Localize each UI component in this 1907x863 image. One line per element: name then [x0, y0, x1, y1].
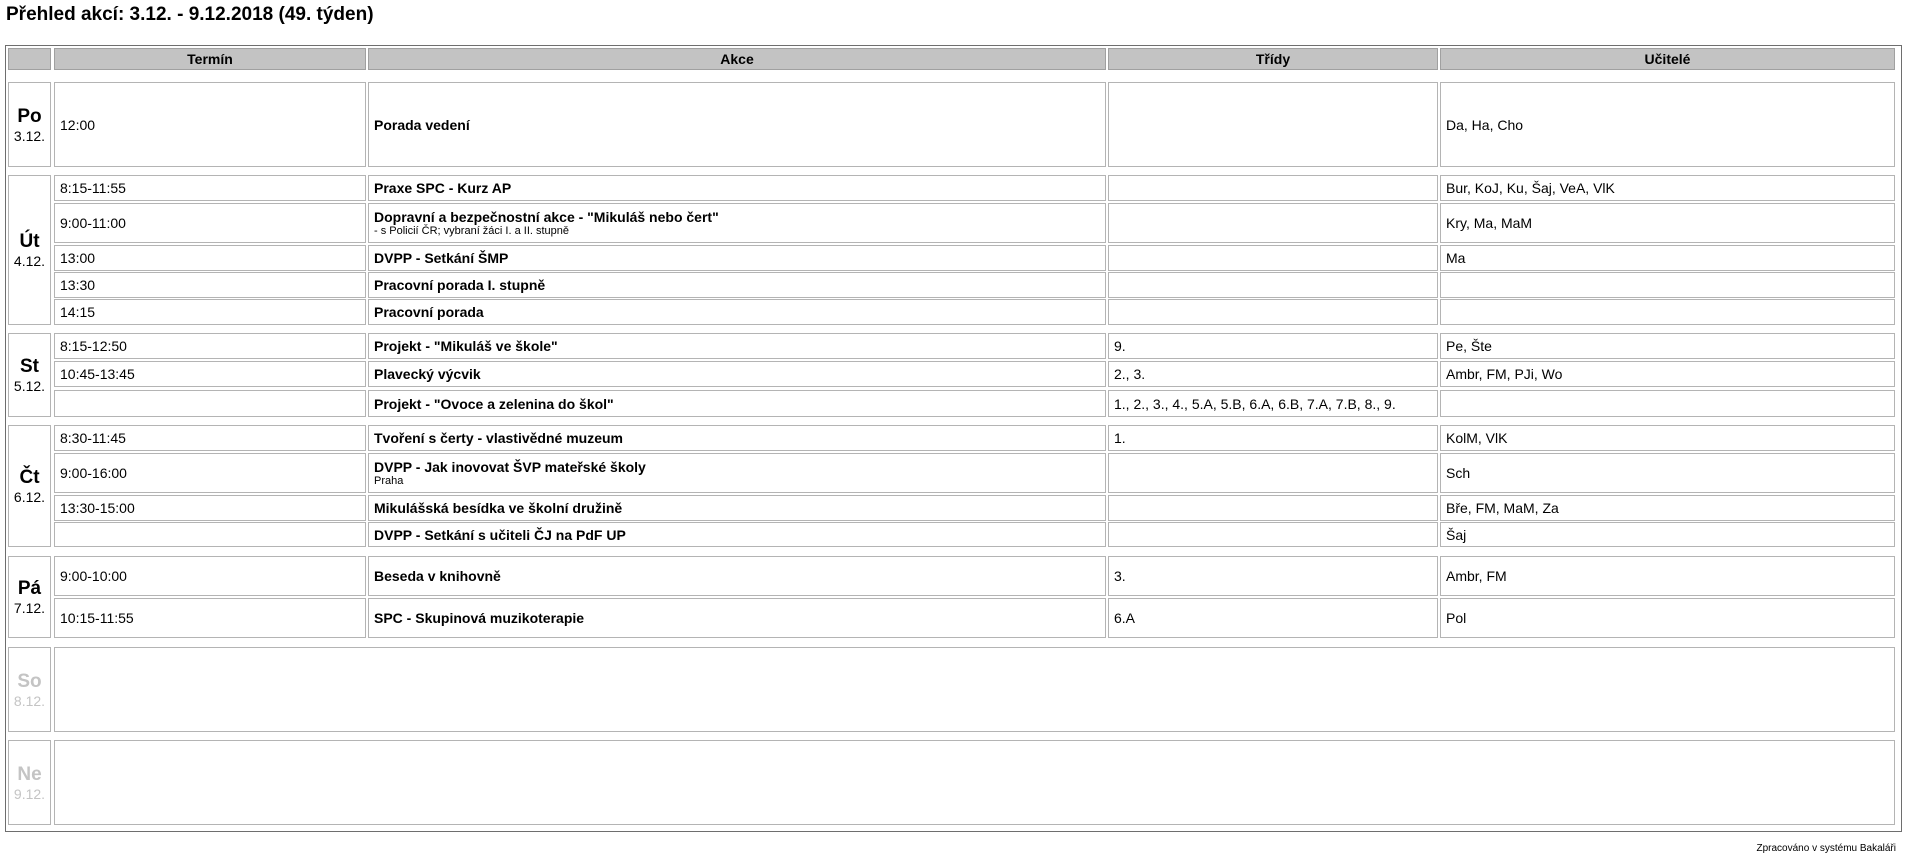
footer-credit: Zpracováno v systému Bakaláři: [1756, 843, 1896, 854]
event-time-text: 8:15-11:55: [60, 180, 126, 196]
event-title-text: Praxe SPC - Kurz AP: [374, 180, 512, 196]
event-title-text: Pracovní porada I. stupně: [374, 277, 546, 293]
event-teachers-text: Da, Ha, Cho: [1446, 116, 1524, 133]
event-time: [54, 390, 366, 417]
event-time: [54, 333, 366, 359]
event-teachers-text: Ambr, FM, PJi, Wo: [1446, 366, 1563, 382]
event-teachers: [1440, 333, 1895, 359]
event-title: [368, 390, 1106, 417]
event-teachers-text: Pol: [1446, 610, 1467, 626]
event-classes: [1108, 598, 1438, 638]
header-classes: Třídy: [1108, 48, 1438, 70]
event-time: [54, 453, 366, 493]
event-title-text: Mikulášská besídka ve školní družině: [374, 500, 623, 516]
event-time: [54, 361, 366, 387]
event-teachers-text: Kry, Ma, MaM: [1446, 215, 1533, 231]
event-time-text: 13:30-15:00: [60, 500, 135, 516]
event-classes: [1108, 333, 1438, 359]
event-title-text: Dopravní a bezpečnostní akce - "Mikuláš nebo čert": [374, 208, 719, 225]
page-title: Přehled akcí: 3.12. - 9.12.2018 (49. týden): [6, 4, 374, 25]
event-classes: [1108, 272, 1438, 298]
event-classes: [1108, 425, 1438, 451]
event-teachers-text: Bře, FM, MaM, Za: [1446, 500, 1559, 516]
event-time-text: 9:00-16:00: [60, 465, 127, 481]
day-cell: [8, 740, 51, 825]
event-teachers: [1440, 453, 1895, 493]
empty-day-row: [54, 647, 1895, 732]
event-time-text: 9:00-11:00: [60, 215, 126, 231]
event-teachers-text: Sch: [1446, 465, 1471, 481]
event-title-text: DVPP - Setkání ŠMP: [374, 250, 509, 266]
header-event: Akce: [368, 48, 1106, 70]
event-time: [54, 245, 366, 271]
event-time-text: 8:30-11:45: [60, 430, 126, 446]
event-time-text: 10:15-11:55: [60, 610, 134, 626]
event-title-text: DVPP - Setkání s učiteli ČJ na PdF UP: [374, 526, 626, 543]
day-name: Čt: [19, 467, 40, 488]
event-teachers-text: Pe, Šte: [1446, 338, 1492, 354]
day-name: Út: [19, 231, 40, 252]
event-time-text: 13:00: [60, 250, 96, 266]
event-title-text: Projekt - "Ovoce a zelenina do škol": [374, 395, 614, 412]
event-time: [54, 556, 366, 596]
event-teachers: [1440, 495, 1895, 521]
day-cell: [8, 333, 51, 417]
day-cell: [8, 175, 51, 325]
event-time-text: 12:00: [60, 116, 96, 133]
event-time-text: 10:45-13:45: [60, 366, 135, 382]
day-name: Po: [17, 105, 42, 127]
header-teachers: Učitelé: [1440, 48, 1895, 70]
event-title-text: Plavecký výcvik: [374, 366, 481, 382]
event-title: [368, 361, 1106, 387]
event-teachers-text: Bur, KoJ, Ku, Šaj, VeA, VlK: [1446, 180, 1615, 196]
event-title: [368, 245, 1106, 271]
event-classes: [1108, 245, 1438, 271]
day-date: 4.12.: [13, 253, 46, 269]
event-classes: [1108, 82, 1438, 167]
event-time: [54, 495, 366, 521]
event-title: [368, 598, 1106, 638]
event-teachers: [1440, 175, 1895, 201]
event-classes-text: 3.: [1114, 568, 1126, 584]
event-teachers-text: Ma: [1446, 250, 1466, 266]
day-name: St: [20, 356, 39, 377]
event-teachers: [1440, 299, 1895, 325]
event-title: [368, 272, 1106, 298]
event-teachers: [1440, 82, 1895, 167]
event-time: [54, 598, 366, 638]
event-teachers: [1440, 556, 1895, 596]
event-time-text: 9:00-10:00: [60, 568, 127, 584]
event-title: [368, 522, 1106, 547]
event-classes-text: 1.: [1114, 430, 1126, 446]
event-classes: [1108, 203, 1438, 243]
event-teachers: [1440, 203, 1895, 243]
event-title-text: Tvoření s čerty - vlastivědné muzeum: [374, 430, 623, 446]
event-teachers: [1440, 390, 1895, 417]
event-title-text: Beseda v knihovně: [374, 568, 501, 584]
event-title: [368, 175, 1106, 201]
event-classes-text: 1., 2., 3., 4., 5.A, 5.B, 6.A, 6.B, 7.A, 7.B, 8., 9.: [1114, 395, 1396, 412]
day-name: So: [17, 670, 42, 692]
day-cell: [8, 647, 51, 732]
event-title: [368, 556, 1106, 596]
event-time: [54, 82, 366, 167]
event-title: [368, 82, 1106, 167]
event-time-text: 13:30: [60, 277, 96, 293]
event-teachers-text: Šaj: [1446, 526, 1467, 543]
header-time: Termín: [54, 48, 366, 70]
day-cell: [8, 82, 51, 167]
event-classes: [1108, 556, 1438, 596]
day-date: 5.12.: [13, 378, 46, 394]
event-time: [54, 175, 366, 201]
event-teachers: [1440, 425, 1895, 451]
event-classes: [1108, 522, 1438, 547]
event-title-text: Porada vedení: [374, 116, 470, 133]
event-title: [368, 425, 1106, 451]
header-day-corner: [8, 48, 51, 70]
event-title-text: SPC - Skupinová muzikoterapie: [374, 610, 585, 626]
event-time-text: 8:15-12:50: [60, 338, 127, 354]
event-time: [54, 299, 366, 325]
day-cell: [8, 556, 51, 638]
event-teachers: [1440, 522, 1895, 547]
day-date: 3.12.: [13, 127, 46, 144]
event-time: [54, 522, 366, 547]
empty-day-row: [54, 740, 1895, 825]
event-time: [54, 203, 366, 243]
event-teachers-text: KolM, VlK: [1446, 430, 1508, 446]
event-teachers: [1440, 245, 1895, 271]
event-title-text: DVPP - Jak inovovat ŠVP mateřské školy: [374, 458, 646, 475]
day-date: 8.12.: [13, 692, 46, 709]
event-title: [368, 495, 1106, 521]
event-title: [368, 333, 1106, 359]
event-title-text: Projekt - "Mikuláš ve škole": [374, 338, 558, 354]
event-note: - s Policií ČR; vybraní žáci I. a II. stupně: [374, 224, 570, 237]
event-classes: [1108, 453, 1438, 493]
event-classes: [1108, 175, 1438, 201]
event-classes: [1108, 390, 1438, 417]
day-name: Ne: [17, 763, 42, 785]
event-title: [368, 203, 1106, 243]
event-classes-text: 6.A: [1114, 610, 1136, 626]
event-time-text: 14:15: [60, 304, 96, 320]
day-date: 6.12.: [13, 489, 46, 505]
event-title: [368, 299, 1106, 325]
event-teachers: [1440, 598, 1895, 638]
event-classes: [1108, 299, 1438, 325]
event-time: [54, 272, 366, 298]
event-classes-text: 9.: [1114, 338, 1126, 354]
event-teachers-text: Ambr, FM: [1446, 568, 1507, 584]
event-teachers: [1440, 361, 1895, 387]
day-name: Pá: [17, 578, 42, 599]
day-date: 7.12.: [13, 600, 46, 616]
event-note: Praha: [374, 474, 404, 487]
event-title-text: Pracovní porada: [374, 304, 484, 320]
event-teachers: [1440, 272, 1895, 298]
event-classes-text: 2., 3.: [1114, 366, 1146, 382]
event-classes: [1108, 361, 1438, 387]
event-classes: [1108, 495, 1438, 521]
event-time: [54, 425, 366, 451]
event-title: [368, 453, 1106, 493]
day-date: 9.12.: [13, 785, 46, 802]
day-cell: [8, 425, 51, 547]
